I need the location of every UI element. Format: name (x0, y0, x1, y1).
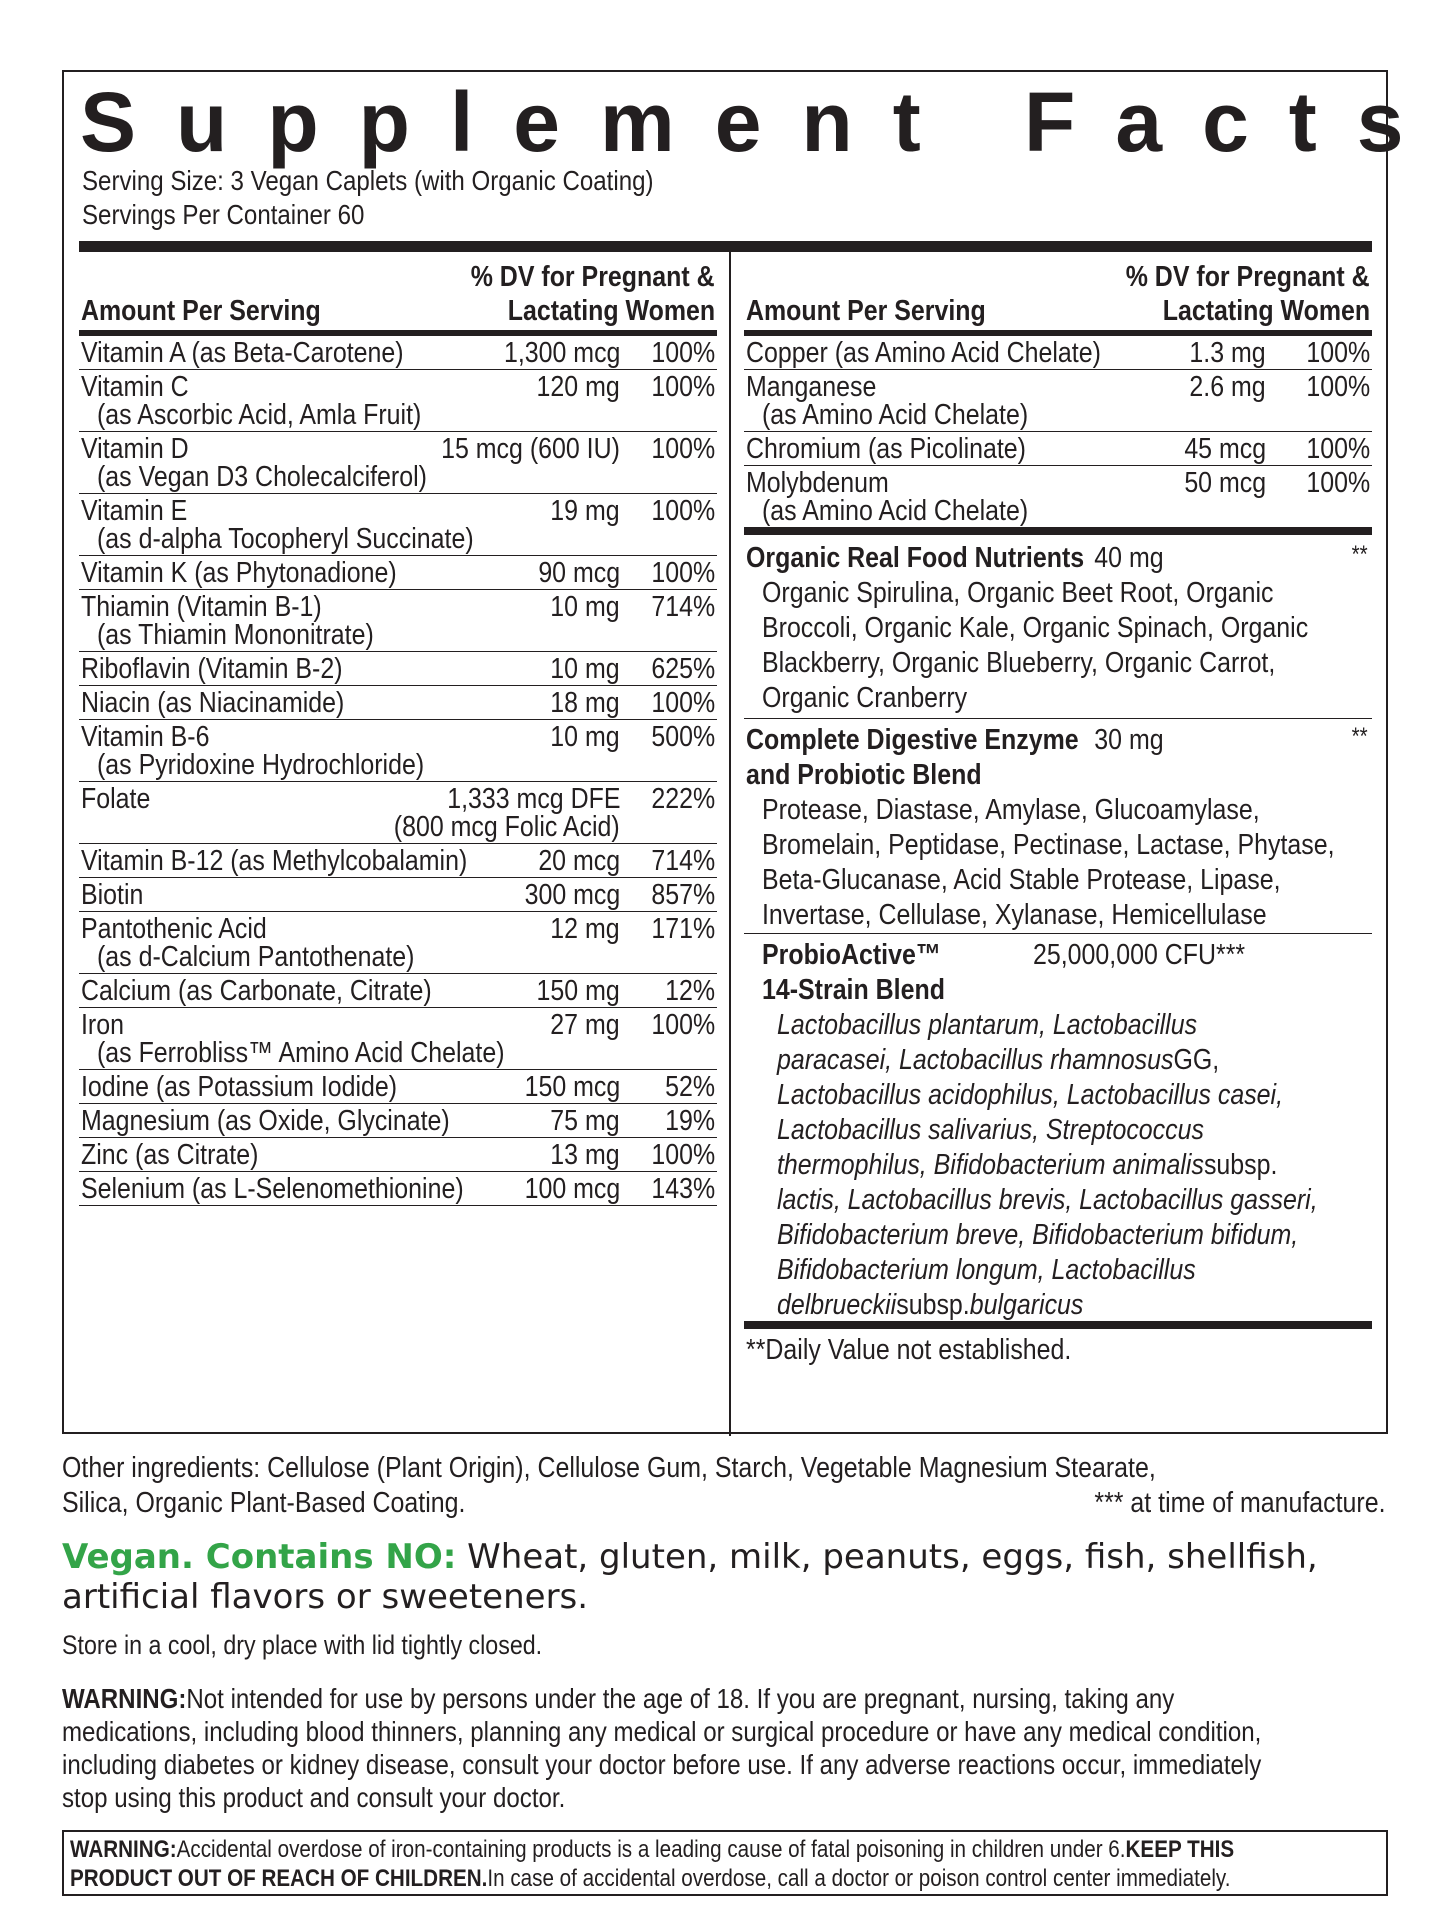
nutrient-dv: 625% (651, 653, 715, 685)
nutrient-row (744, 336, 1372, 370)
enzyme-line: Protease, Diastase, Amylase, Glucoamylase, (762, 794, 1260, 826)
nutrient-amount: 150 mg (536, 975, 620, 1007)
nutrient-name: Manganese (746, 371, 877, 403)
dv-header-line2: Lactating Women (1162, 295, 1370, 327)
nutrient-name: Vitamin B-6 (81, 721, 210, 753)
nutrient-row (79, 590, 717, 652)
nutrient-name: Riboflavin (Vitamin B-2) (81, 653, 343, 685)
nutrient-amount: 18 mg (550, 687, 620, 719)
nutrient-name: Iodine (as Potassium Iodide) (81, 1071, 398, 1103)
nutrient-amount: 45 mcg (1184, 433, 1266, 465)
nutrient-amount-secondary: (800 mcg Folic Acid) (394, 811, 620, 843)
nutrient-dv: 52% (665, 1071, 715, 1103)
storage-instructions: Store in a cool, dry place with lid tightly closed. (62, 1630, 543, 1660)
dv-header-line1: % DV for Pregnant & (1126, 261, 1370, 293)
warning-text: medications, including blood thinners, planning any medical or surgical procedure or have any medical condition, (62, 1716, 1262, 1747)
nutrient-name: Vitamin K (as Phytonadione) (81, 557, 397, 589)
nutrient-amount: 300 mcg (524, 879, 620, 911)
nutrient-name: Vitamin D (81, 433, 189, 465)
strain-line: bulgaricus (969, 1289, 1084, 1321)
nutrient-name: Iron (81, 1009, 124, 1041)
vegan-text: Wheat, gluten, milk, peanuts, eggs, fish, shellfish, artificial flavors or sweeteners. (62, 1537, 1318, 1617)
nutrient-amount: 75 mg (550, 1105, 620, 1137)
nutrient-row (79, 974, 717, 1008)
nutrient-name: Copper (as Amino Acid Chelate) (746, 337, 1101, 369)
nutrient-dv: 143% (651, 1173, 715, 1205)
nutrient-row (744, 466, 1372, 535)
nutrient-amount: 20 mcg (538, 845, 620, 877)
nutrient-amount: 2.6 mg (1189, 371, 1266, 403)
nutrient-source: (as d-alpha Tocopheryl Succinate) (97, 523, 474, 555)
nutrient-source: (as Thiamin Mononitrate) (97, 619, 374, 651)
enzyme-blend-name: Complete Digestive Enzyme (746, 724, 1079, 756)
panel-title: Supplement Facts (80, 75, 1444, 169)
nutrient-row (79, 1104, 717, 1138)
nutrient-amount: 90 mcg (538, 557, 620, 589)
nutrient-row (79, 432, 717, 494)
amount-per-serving-label: Amount Per Serving (746, 295, 986, 327)
nutrient-row (79, 1070, 717, 1104)
nutrient-dv: 100% (651, 337, 715, 369)
nutrient-name: Folate (81, 783, 151, 815)
nutrient-amount: 13 mg (550, 1139, 620, 1171)
nutrient-dv: 714% (651, 845, 715, 877)
nutrient-amount: 120 mg (536, 371, 620, 403)
nutrient-source: (as d-Calcium Pantothenate) (97, 941, 415, 973)
nutrient-amount: 1.3 mg (1189, 337, 1266, 369)
left-column (79, 252, 717, 1206)
strain-line: delbrueckii (777, 1289, 897, 1321)
nutrient-row (79, 878, 717, 912)
probiotic-blend-name-2: 14-Strain Blend (762, 974, 945, 1006)
nutrient-row (79, 686, 717, 720)
iron-warning-label: WARNING: (70, 1836, 177, 1863)
nutrient-amount: 10 mg (550, 653, 620, 685)
iron-warning-bold: KEEP THIS (1125, 1836, 1235, 1863)
nutrient-dv: 100% (651, 495, 715, 527)
nutrient-dv: 100% (1306, 433, 1370, 465)
enzyme-blend-dv: ** (1351, 723, 1368, 750)
strain-line: lactis, Lactobacillus brevis, Lactobacillus gasseri, (777, 1184, 1318, 1216)
right-column (744, 252, 1372, 1373)
organic-line: Organic Spirulina, Organic Beet Root, Organic (762, 577, 1274, 609)
manufacture-note: *** at time of manufacture. (1093, 1487, 1385, 1519)
nutrient-dv: 100% (651, 557, 715, 589)
enzyme-blend-amount: 30 mg (1094, 724, 1164, 756)
nutrient-dv: 19% (665, 1105, 715, 1137)
servings-per-container: Servings Per Container 60 (82, 199, 365, 230)
nutrient-amount: 100 mcg (524, 1173, 620, 1205)
enzyme-line: Bromelain, Peptidase, Pectinase, Lactase, Phytase, (762, 829, 1335, 861)
thick-rule (79, 241, 1372, 252)
left-header (79, 252, 717, 336)
vegan-statement (62, 1537, 1392, 1617)
nutrient-dv: 714% (651, 591, 715, 623)
organic-line: Broccoli, Organic Kale, Organic Spinach, Organic (762, 612, 1309, 644)
nutrient-name: Pantothenic Acid (81, 913, 267, 945)
nutrient-name: Biotin (81, 879, 144, 911)
nutrient-amount: 150 mcg (524, 1071, 620, 1103)
nutrient-row (79, 370, 717, 432)
nutrient-row (744, 370, 1372, 432)
probiotic-blend-amount: 25,000,000 CFU*** (1033, 939, 1246, 971)
warning-text: including diabetes or kidney disease, consult your doctor before use. If any adverse reactions occur, immediately (62, 1749, 1262, 1780)
nutrient-name: Vitamin B-12 (as Methylcobalamin) (81, 845, 468, 877)
right-header (744, 252, 1372, 336)
iron-warning-box (62, 1830, 1388, 1896)
nutrient-dv: 171% (651, 913, 715, 945)
strain-line: Lactobacillus salivarius, Streptococcus (777, 1114, 1204, 1146)
nutrient-row (79, 556, 717, 590)
amount-per-serving-label: Amount Per Serving (81, 295, 321, 327)
other-ingredients-2: Silica, Organic Plant-Based Coating. (62, 1487, 466, 1519)
nutrient-amount: 12 mg (550, 913, 620, 945)
nutrient-amount: 19 mg (550, 495, 620, 527)
nutrient-dv: 100% (651, 687, 715, 719)
organic-blend-amount: 40 mg (1094, 542, 1164, 574)
nutrient-amount: 27 mg (550, 1009, 620, 1041)
nutrient-dv: 100% (651, 1009, 715, 1041)
nutrient-source: (as Amino Acid Chelate) (762, 495, 1029, 527)
nutrient-amount: 15 mcg (600 IU) (441, 433, 620, 465)
dv-header-line2: Lactating Women (507, 295, 715, 327)
iron-warning-text: In case of accidental overdose, call a doctor or poison control center immediately. (487, 1865, 1231, 1892)
nutrient-row (79, 336, 717, 370)
warning-text: stop using this product and consult your doctor. (62, 1782, 566, 1813)
organic-blend-dv: ** (1351, 541, 1368, 568)
probiotic-blend-name: ProbioActive™ (762, 939, 941, 971)
nutrient-dv: 100% (1306, 371, 1370, 403)
nutrient-dv: 100% (651, 371, 715, 403)
nutrient-row (79, 720, 717, 782)
nutrient-row (79, 494, 717, 556)
nutrient-source: (as Vegan D3 Cholecalciferol) (97, 461, 427, 493)
nutrient-name: Chromium (as Picolinate) (746, 433, 1026, 465)
strain-line: paracasei, Lactobacillus rhamnosus (777, 1044, 1174, 1076)
organic-line: Blackberry, Organic Blueberry, Organic Carrot, (762, 647, 1276, 679)
nutrient-row (79, 844, 717, 878)
organic-blend (744, 535, 1372, 719)
dv-header-line1: % DV for Pregnant & (471, 261, 715, 293)
nutrient-row (79, 1172, 717, 1206)
serving-size: Serving Size: 3 Vegan Caplets (with Organic Coating) (82, 165, 654, 196)
strain-line: Bifidobacterium breve, Bifidobacterium bifidum, (777, 1219, 1299, 1251)
nutrient-name: Niacin (as Niacinamide) (81, 687, 345, 719)
left-nutrient-list (79, 336, 717, 1206)
vegan-label: Vegan. Contains NO: (62, 1537, 457, 1577)
nutrient-row (79, 1008, 717, 1070)
nutrient-name: Zinc (as Citrate) (81, 1139, 259, 1171)
nutrient-name: Selenium (as L-Selenomethionine) (81, 1173, 464, 1205)
right-nutrient-list (744, 336, 1372, 535)
organic-line: Organic Cranberry (762, 682, 968, 714)
enzyme-blend (744, 719, 1372, 934)
dv-footnote-text: **Daily Value not established. (746, 1334, 1072, 1366)
nutrient-row (79, 912, 717, 974)
column-divider (729, 252, 731, 1436)
nutrient-name: Vitamin E (81, 495, 188, 527)
nutrient-source: (as Amino Acid Chelate) (762, 399, 1029, 431)
strain-suffix: subsp. (896, 1289, 970, 1321)
nutrient-dv: 500% (651, 721, 715, 753)
strain-suffix: GG, (1173, 1044, 1220, 1076)
nutrient-dv: 100% (1306, 337, 1370, 369)
dv-footnote (744, 1329, 1372, 1373)
nutrient-amount: 1,333 mcg DFE (446, 783, 620, 815)
nutrient-dv: 100% (1306, 467, 1370, 499)
nutrient-name: Magnesium (as Oxide, Glycinate) (81, 1105, 450, 1137)
nutrient-source: (as Pyridoxine Hydrochloride) (97, 749, 425, 781)
nutrient-name: Thiamin (Vitamin B-1) (81, 591, 322, 623)
other-ingredients: Other ingredients: Cellulose (Plant Origin), Cellulose Gum, Starch, Vegetable Magnesium Stearate, (62, 1452, 1156, 1484)
nutrient-name: Vitamin C (81, 371, 189, 403)
strain-line: Lactobacillus acidophilus, Lactobacillus casei, (777, 1079, 1284, 1111)
nutrient-row (79, 782, 717, 844)
nutrient-dv: 12% (665, 975, 715, 1007)
probiotic-blend (744, 934, 1372, 1329)
supplement-facts-panel (62, 70, 1444, 1434)
nutrient-amount: 10 mg (550, 721, 620, 753)
warning-text: Not intended for use by persons under the age of 18. If you are pregnant, nursing, taking any (186, 1683, 1175, 1714)
strain-line: thermophilus, Bifidobacterium animalis (777, 1149, 1204, 1181)
nutrient-name: Calcium (as Carbonate, Citrate) (81, 975, 432, 1007)
nutrient-row (79, 652, 717, 686)
strain-line: Lactobacillus plantarum, Lactobacillus (777, 1009, 1198, 1041)
nutrient-amount: 50 mcg (1184, 467, 1266, 499)
nutrient-dv: 100% (651, 433, 715, 465)
nutrient-name: Vitamin A (as Beta-Carotene) (81, 337, 404, 369)
nutrient-dv: 857% (651, 879, 715, 911)
enzyme-line: Beta-Glucanase, Acid Stable Protease, Lipase, (762, 864, 1281, 896)
nutrient-row (79, 1138, 717, 1172)
nutrient-source: (as Ascorbic Acid, Amla Fruit) (97, 399, 422, 431)
strain-suffix: subsp. (1203, 1149, 1278, 1181)
enzyme-line: Invertase, Cellulase, Xylanase, Hemicellulase (762, 899, 1267, 931)
nutrient-amount: 1,300 mcg (503, 337, 620, 369)
nutrient-source: (as Ferrobliss™ Amino Acid Chelate) (97, 1037, 505, 1069)
nutrient-dv: 222% (651, 783, 715, 815)
nutrient-dv: 100% (651, 1139, 715, 1171)
strain-line: Bifidobacterium longum, Lactobacillus (777, 1254, 1196, 1286)
enzyme-blend-name-2: and Probiotic Blend (746, 759, 982, 791)
nutrient-name: Molybdenum (746, 467, 889, 499)
iron-warning-bold: PRODUCT OUT OF REACH OF CHILDREN. (70, 1865, 488, 1892)
general-warning (62, 1682, 1442, 1814)
nutrient-row (744, 432, 1372, 466)
organic-blend-name: Organic Real Food Nutrients (746, 542, 1085, 574)
iron-warning-text: Accidental overdose of iron-containing products is a leading cause of fatal poisoning in children under 6. (176, 1836, 1126, 1863)
warning-label: WARNING: (62, 1683, 187, 1714)
nutrient-amount: 10 mg (550, 591, 620, 623)
